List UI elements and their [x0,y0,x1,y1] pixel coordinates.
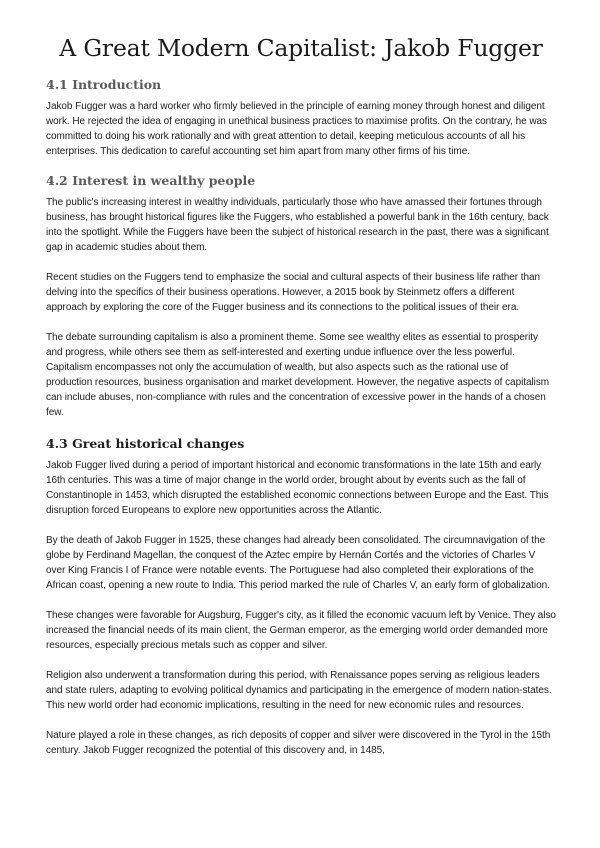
paragraph: Jakob Fugger lived during a period of important historical and economic transformations in the late 15th and early 16th centuries. This was a time of major change in the world order, brought about by events such as the fall of Constantinople in 1453, which disrupted the established economic connections between Europe and the East. This disruption forced Europeans to explore new opportunities across the Atlantic. [46,460,549,516]
section-interest-in-wealthy-people [46,173,556,420]
paragraph: Nature played a role in these changes, as rich deposits of copper and silver were discovered in the Tyrol in the 15th century. Jakob Fugger recognized the potential of this discovery and, in 1485, [46,730,551,756]
paragraph: By the death of Jakob Fugger in 1525, these changes had already been consolidated. The circumnavigation of the globe by Ferdinand Magellan, the conquest of the Aztec empire by Hernán Cortés and the victories of Charles V over King Francis I of France were notable events. The Portuguese had also completed their explorations of the African coast, opening a new route to India. This period marked the rule of Charles V, an early form of globalization. [46,535,550,591]
section-introduction [46,77,556,159]
section-heading: 4.2 Interest in wealthy people [46,173,256,188]
section-heading: 4.3 Great historical changes [46,436,245,451]
paragraph: Religion also underwent a transformation during this period, with Renaissance popes serving as religious leaders and state rulers, adapting to evolving political dynamics and participating in the emergence of modern nation-states. This new world order had economic implications, resulting in the need for new economic rules and resources. [46,670,552,711]
paragraph: The public's increasing interest in wealthy individuals, particularly those who have amassed their fortunes through business, has brought historical figures like the Fuggers, who established a powerful bank in the 16th century, back into the spotlight. While the Fuggers have been the subject of historical research in the past, there was a significant gap in academic studies about them. [46,197,549,253]
paragraph: These changes were favorable for Augsburg, Fugger's city, as it filled the economic vacuum left by Venice. They also increased the financial needs of its main client, the German emperor, as the emerging world order demanded more resources, especially precious metals such as copper and silver. [46,610,556,651]
paragraph: Jakob Fugger was a hard worker who firmly believed in the principle of earning money through honest and diligent work. He rejected the idea of engaging in unethical business practices to maximise profits. On the contrary, he was committed to doing his work rationally and with great attention to detail, keeping meticulous accounts of all his enterprises. This dedication to careful accounting set him apart from many other firms of his time. [46,101,547,157]
section-great-historical-changes [46,436,556,758]
section-heading: 4.1 Introduction [46,77,162,92]
paragraph: Recent studies on the Fuggers tend to emphasize the social and cultural aspects of their business life rather than delving into the specifics of their business operations. However, a 2015 book by Steinmetz offers a different approach by exploring the core of the Fugger business and its connections to the political issues of their era. [46,272,541,313]
page-title: A Great Modern Capitalist: Jakob Fugger [59,34,543,62]
paragraph: The debate surrounding capitalism is also a prominent theme. Some see wealthy elites as essential to prosperity and progress, while others see them as self-interested and exerting undue influence over the less powerful. Capitalism encompasses not only the accumulation of wealth, but also aspects such as the rational use of production resources, business organisation and market development. However, the negative aspects of capitalism can include abuses, non-compliance with rules and the concentration of excessive power in the hands of a chosen few. [46,332,550,418]
